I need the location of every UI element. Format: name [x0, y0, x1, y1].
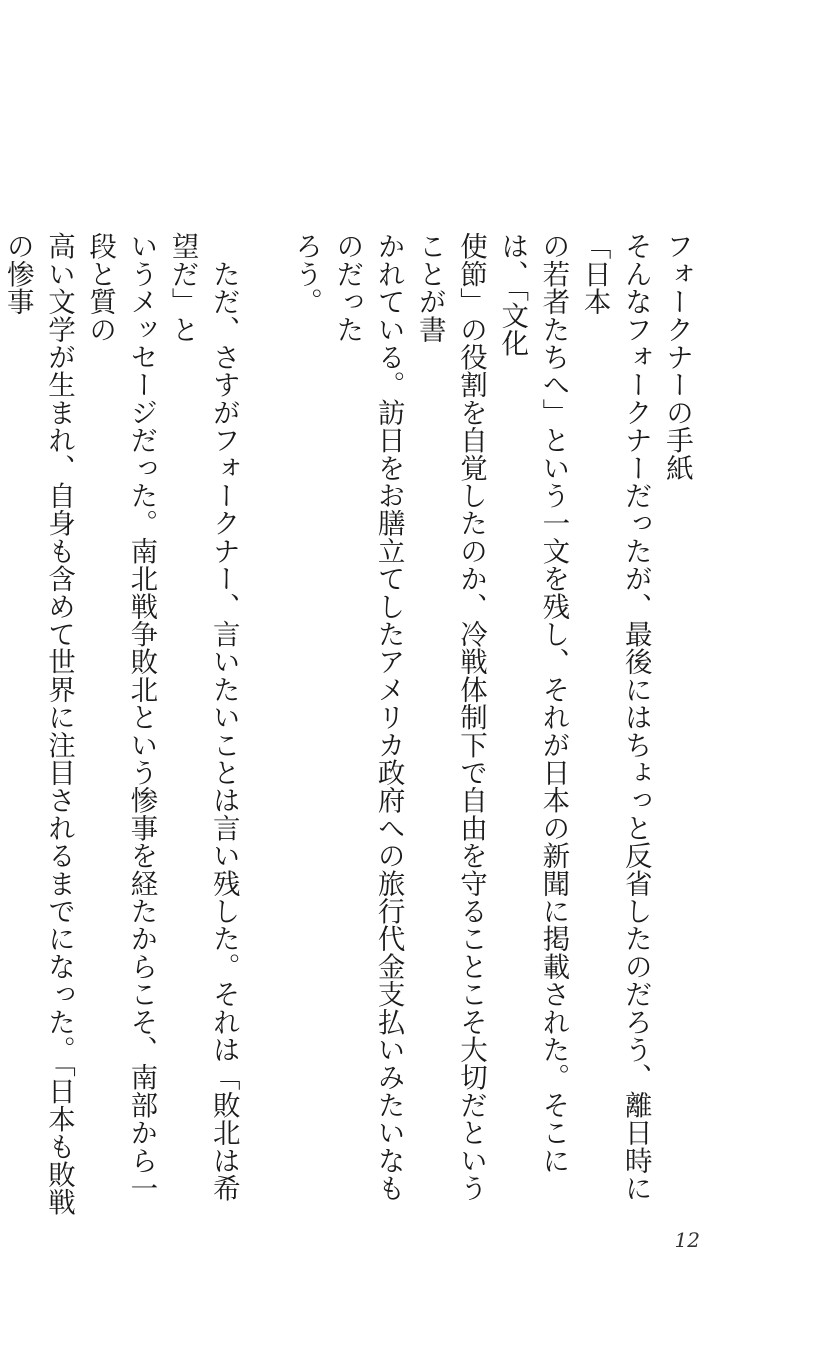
- text-line: 使節」の役割を自覚したのか、冷戦体制下で自由を守ることこそ大切だということが書: [413, 232, 487, 1202]
- section-title: フォークナーの手紙: [661, 232, 693, 482]
- body-text: [0, 232, 697, 1222]
- text-line: ただ、さすがフォークナー、言いたいことは言い残した。それは「敗北は希望だ」と: [166, 232, 240, 1202]
- text-line: かれている。訪日をお膳立てしたアメリカ政府への旅行代金支払いみたいなものだった: [331, 232, 405, 1202]
- text-line: の若者たちへ」という一文を残し、それが日本の新聞に掲載された。そこには、「文化: [496, 232, 570, 1174]
- text-line: 高い文学が生まれ、自身も含めて世界に注目されるまでになった。「日本も敗戦の惨事: [1, 232, 75, 1216]
- text-line: いうメッセージだった。南北戦争敗北という惨事を経たからこそ、南部から一段と質の: [84, 232, 158, 1202]
- page-number: 12: [674, 1228, 700, 1252]
- text-line: そんなフォークナーだったが、最後にはちょっと反省したのだろう、離日時に「日本: [578, 232, 652, 1202]
- text-line: ろう。: [290, 232, 323, 316]
- paragraph-gap: [244, 232, 285, 1222]
